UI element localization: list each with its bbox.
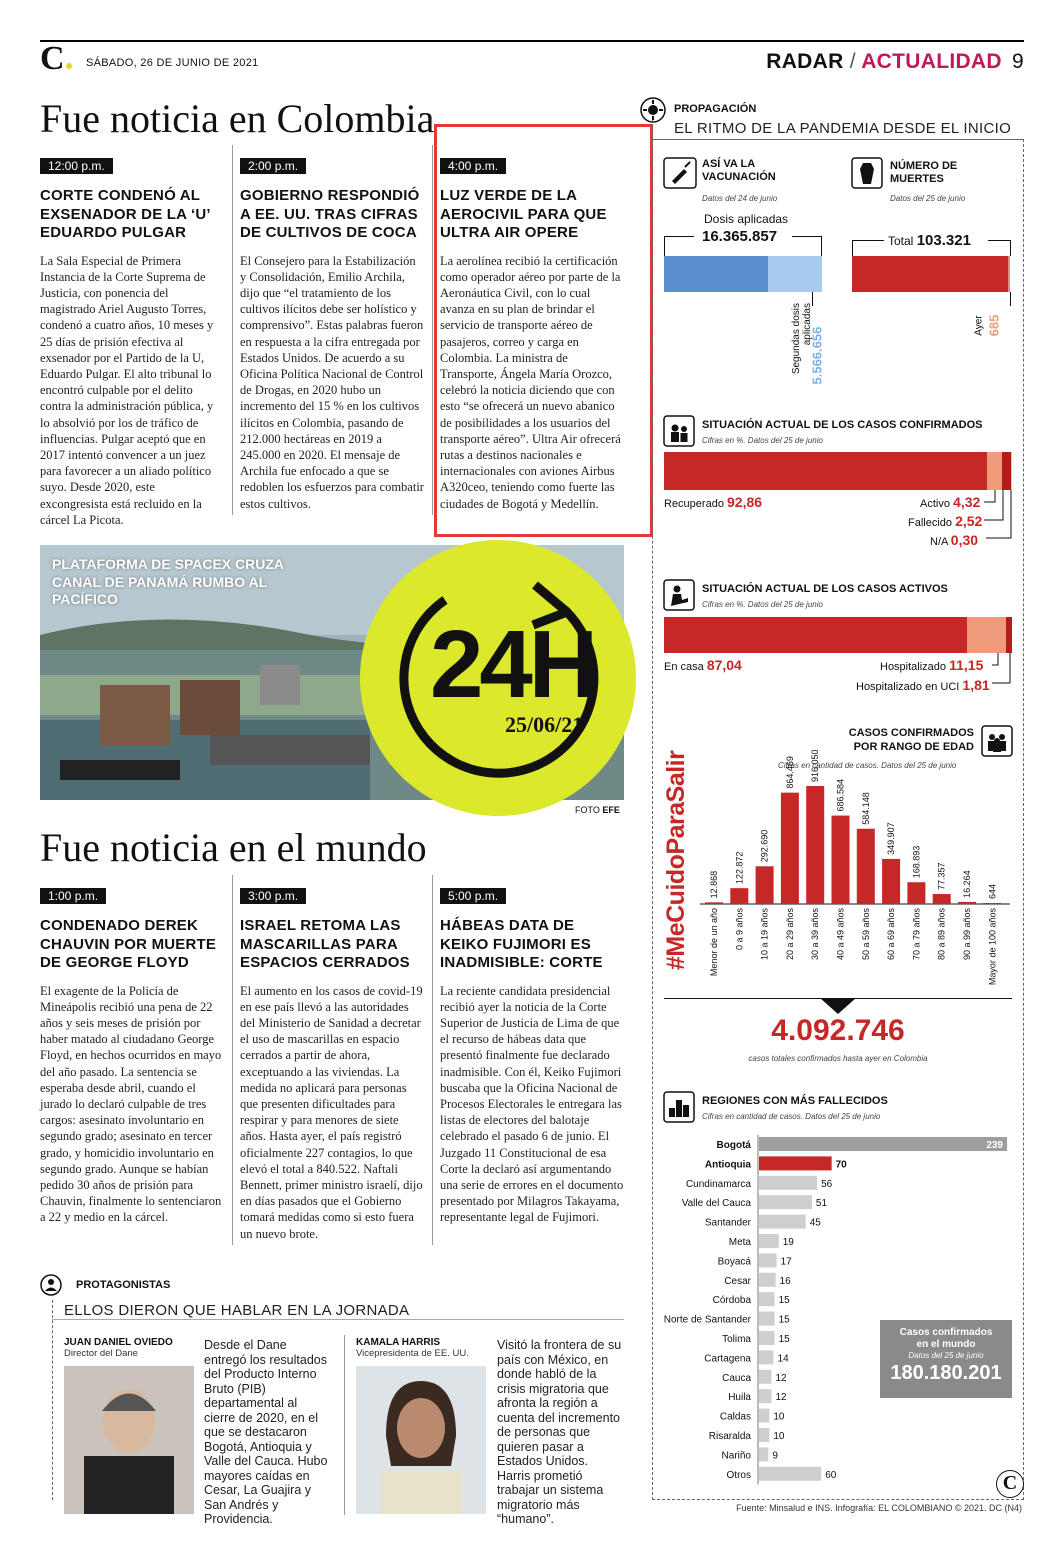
highlight-box [434,124,653,537]
age-category-label: 10 a 19 años [759,908,770,961]
time-label: 12:00 p.m. [40,158,113,174]
time-label: 3:00 p.m. [240,888,306,904]
age-category-label: 30 a 39 años [810,908,821,961]
regions-note: Cifras en cantidad de casos. Datos del 25 de junio [702,1112,881,1121]
region-value: 19 [782,1237,794,1248]
portrait-oviedo [64,1366,194,1514]
age-category-label: 40 a 49 años [835,908,846,961]
active-segment-2 [967,617,1006,653]
region-bar [759,1292,775,1306]
age-chart-note: Cifras en cantidad de casos. Datos del 25 de junio [778,761,957,770]
world-cases-value: 180.180.201 [890,1362,1002,1384]
region-value: 239 [986,1140,1003,1151]
region-value: 9 [772,1450,778,1462]
24h-label: 24H [430,611,595,718]
person-harris [356,1337,496,1359]
region-value: 17 [780,1256,792,1268]
active-label: Activo 4,32 [920,494,981,510]
total-cases-note: casos totales confirmados hasta ayer en Colombia [748,1054,928,1063]
infographic-kicker: PROPAGACIÓN [674,103,757,115]
news-item-colombia-2 [240,157,424,512]
age-bar [983,903,1001,904]
group-icon [982,726,1012,756]
leader-lines [980,488,1016,544]
24h-date: 25/06/21 [505,712,584,737]
leader-line [1010,292,1011,306]
region-label: Cesar [724,1275,751,1287]
column-divider [432,875,433,1245]
region-value: 15 [778,1314,790,1326]
region-bar [759,1350,774,1364]
deceased-label: Fallecido 2,52 [908,513,983,529]
second-doses-label-group [779,303,829,385]
column-divider [432,145,433,515]
deaths-title: NÚMERO DE MUERTES [890,160,958,185]
region-bar [759,1234,779,1248]
region-bar [759,1467,821,1481]
recovered-label: Recuperado 92,86 [664,494,763,510]
region-label: Córdoba [712,1295,751,1307]
podium-icon [664,1092,694,1122]
region-label: Otros [726,1469,751,1481]
age-bar [705,902,723,904]
confirmed-note: Cifras en %. Datos del 25 de junio [702,436,823,445]
age-bar [756,866,774,904]
age-bar [882,859,900,904]
region-label: Santander [704,1217,751,1229]
second-doses-bar [768,256,822,292]
region-bar [759,1331,775,1345]
person-name: JUAN DANIEL OVIEDO [64,1337,173,1348]
regions-bar-chart [660,1135,1016,1485]
active-cases-note: Cifras en %. Datos del 25 de junio [702,600,823,609]
syringe-icon [664,158,696,188]
active-stacked-bar [664,617,1012,653]
region-value: 14 [777,1353,789,1365]
region-bar [759,1389,771,1403]
vaccination-bar [664,256,822,292]
protagonists-subtitle: ELLOS DIERON QUE HABLAR EN LA JORNADA [64,1302,410,1319]
region-label: Cauca [722,1372,751,1384]
age-bar [806,786,824,904]
region-bar [759,1137,1007,1151]
deaths-yesterday-label: Ayer [973,315,985,336]
region-value: 60 [825,1469,837,1481]
hashtag: #MeCuidoParaSalir [662,750,690,970]
age-value-label: 12.868 [709,870,719,899]
region-bar [759,1253,777,1267]
rule [52,1319,624,1320]
age-bar [857,829,875,904]
region-bar [759,1273,776,1287]
infographic-title: EL RITMO DE LA PANDEMIA DESDE EL INICIO [674,120,1012,137]
age-bar [907,882,925,904]
confirmed-segment-1 [664,452,987,490]
photo-credit: FOTO EFE [575,805,620,815]
region-value: 15 [778,1295,790,1307]
leader-lines [990,653,1020,687]
protagonists-title: PROTAGONISTAS [76,1279,171,1291]
people-icon [664,416,694,446]
confirmed-segment-4 [1011,452,1012,490]
second-doses-value: 5.566.656 [809,326,825,385]
region-label: Caldas [719,1411,751,1423]
age-bar [958,902,976,904]
deaths-bar [852,256,1010,292]
headline: CONDENADO DEREK CHAUVIN POR MUERTE DE GEORGE FLOYD [40,917,217,971]
dashed-rule [652,1499,1024,1500]
vaccination-note: Datos del 24 de junio [702,194,778,203]
person-text: Desde el Dane entregó los resultados del Producto Interno Bruto (PIB) departamental al cierre de 2020, en el que se destacaron Bogotá, Antioquia y Valle del Cauca. Hubo mayores caídas en Cesar, La Guajira y San Andrés y Providencia. [204,1338,328,1526]
bracket-line [792,236,822,237]
home-label: En casa 87,04 [664,657,742,673]
age-chart-title: CASOS CONFIRMADOS POR RANGO DE EDAD [848,727,974,753]
person-oviedo [64,1337,204,1359]
region-bar [759,1409,769,1423]
total-cases: 4.092.746 [771,1014,905,1047]
world-cases-note: Datos del 25 de junio [908,1351,984,1360]
colombia-title: Fue noticia en Colombia [40,96,435,141]
icu-label: Hospitalizado en UCI 1,81 [856,677,990,693]
region-label: Risaralda [708,1431,751,1442]
bracket-line [821,236,822,256]
headline: GOBIERNO RESPONDIÓ A EE. UU. TRAS CIFRAS DE CULTIVOS DE COCA [240,187,420,241]
hospitalized-label: Hospitalizado 11,15 [880,657,984,673]
deaths-note: Datos del 25 de junio [890,194,966,203]
region-bar [759,1370,771,1384]
logo-dot-icon [66,63,72,69]
age-category-label: 60 a 69 años [886,908,897,961]
age-value-label: 644 [987,883,998,899]
age-category-label: 90 a 99 años [962,908,972,961]
region-bar [759,1447,768,1461]
age-category-label: Mayor de 100 años [987,908,998,986]
newspaper-logo: C [40,44,72,74]
region-label: Nariño [721,1450,751,1462]
age-bar [832,816,850,904]
section-separator: / [849,50,856,73]
regions-title: REGIONES CON MÁS FALLECIDOS [702,1095,888,1107]
deaths-yesterday-group [975,306,1025,346]
headline: CORTE CONDENÓ AL EXSENADOR DE LA ‘U’ EDUARDO PULGAR [40,187,210,241]
region-label: Huila [728,1392,751,1404]
age-value-label: 292.690 [759,829,770,863]
region-value: 12 [775,1392,787,1404]
region-bar [759,1176,817,1190]
portrait-illustration [64,1366,194,1514]
region-label: Cartagena [704,1353,751,1365]
region-value: 56 [821,1178,833,1190]
logo-seal: C [996,1470,1024,1498]
article-body: La reciente candidata presidencial recibió ayer la noticia de la Corte Superior de Justicia de Lima de que el recurso de hábeas data que presentó finalmente fue declarado inadmisible. Con él, Keiko Fujimori buscaba que la Oficina Nacional de Procesos Electorales le entregara las listas de electores del balotaje celebrado el pasado 6 de junio. El Juzgado 11 Constitucional de esa Corte la declaró así argumentando una serie de errores en el documento presentado por Milagros Takayama, representante legal de Fujimori. [440,983,624,1225]
deaths-total-group: Total 103.321 [888,232,971,249]
article-body: El aumento en los casos de covid-19 en ese país llevó a las autoridades del Ministerio de Sanidad a decretar el uso de mascarillas en espacio cerrados a partir de ahora, exceptuando a las viviendas. La medida no aplicará para personas que presenten dificultades para respirar y para menores de siete años. Hasta ayer, el país registró oficialmente 227 contagios, lo que elevó el total a 840.522. Naftali Bennett, primer ministro israelí, dijo en días pasados que el Gobierno tomará medidas como si esto fuera un nuevo brote. [240,983,423,1241]
headline: ISRAEL RETOMA LAS MASCARILLAS PARA ESPACIOS CERRADOS [240,917,410,971]
age-bar [730,888,748,904]
rule [652,139,1024,140]
age-value-label: 349.907 [886,822,897,855]
age-value-label: 864.469 [784,756,795,789]
region-bar [759,1156,832,1170]
active-segment-3 [1006,617,1012,653]
region-value: 51 [815,1198,828,1210]
region-bar [759,1215,806,1229]
deaths-yesterday-bar [1008,256,1010,292]
time-label: 4:00 p.m. [440,158,506,174]
confirmed-title: SITUACIÓN ACTUAL DE LOS CASOS CONFIRMADOS [702,419,983,431]
region-value: 10 [773,1431,785,1442]
news-item-world-1 [40,887,224,1226]
portrait-illustration [356,1366,486,1514]
top-rule [40,40,1024,42]
bracket-line [988,240,1010,241]
section-name: RADAR [766,50,844,73]
edition-date: SÁBADO, 26 DE JUNIO DE 2021 [86,57,259,69]
confirmed-segment-2 [987,452,1002,490]
world-cases-box [880,1320,1012,1398]
confirmed-segment-3 [1002,452,1011,490]
headline: LUZ VERDE DE LA AEROCIVIL PARA QUE ULTRA AIR OPERE [440,187,607,241]
region-bar [759,1312,775,1326]
article-body: El Consejero para la Estabilización y Consolidación, Emilio Archila, dijo que “el tratamiento de los cultivos ilícitos debe ser holístico y comprensivo”. Estas palabras fueron en respuesta a la cifra entregada por Estados Unidos. De acuerdo a su Oficina Política Nacional de Control de Drogas, en 2020 hubo un incremento del 15 % en los cultivos ilícitos en Colombia, pasando de 212.000 hectáreas en 2019 a 245.000 en 2020. El mensaje de Archila fue enfocado a que se redoblen los esfuerzos para combatir estos cultivos. [240,253,424,511]
deaths-yesterday-value: 685 [986,314,1002,337]
region-value: 45 [809,1217,821,1229]
virus-icon [640,97,666,123]
person-icon [40,1274,62,1296]
na-label: N/A 0,30 [930,532,979,548]
person-text: Visitó la frontera de su país con México, en donde habló de la crisis migratoria que afronta la región a cuenta del incremento de personas que quieren pasar a Estados Unidos. Harris prometió trabajar un sistema migratorio más “humano”. [497,1338,622,1526]
world-cases-label: Casos confirmados [899,1327,993,1338]
bracket-line [852,240,853,256]
subsection-name: ACTUALIDAD [861,50,1002,73]
dashed-rule [52,1300,53,1500]
age-category-label: 80 a 89 años [936,908,947,961]
time-label: 5:00 p.m. [440,888,506,904]
bracket-line [852,240,884,241]
age-value-label: 168.893 [911,845,922,879]
column-divider [344,1335,345,1515]
article-body: El exagente de la Policía de Mineápolis recibió una pena de 22 años y seis meses de prisión por haber matado al ciudadano George Floyd, en hechos ocurridos en mayo del año pasado. La sentencia se esperaba desde abril, cuando el jurado lo declaró culpable de tres cargos: asesinato involuntario en segundo grado; asesinato en tercer grado, y homicidio involuntario en segundo grado. Aunque se habían pedido 30 años de prisión para Chauvin, finalmente lo sentenciaron a 22 y medio en la cárcel. [40,983,222,1225]
coffin-icon [852,158,882,188]
age-value-label: 122.872 [734,851,745,885]
region-value: 12 [775,1372,787,1384]
region-label: Meta [728,1237,751,1248]
region-label: Norte de Santander [663,1314,751,1326]
region-bar [759,1428,769,1442]
portrait-harris [356,1366,486,1514]
region-value: 16 [779,1275,791,1287]
page-number: 9 [1012,50,1024,73]
time-label: 2:00 p.m. [240,158,306,174]
world-cases-label: en el mundo [916,1339,976,1350]
age-bar [781,793,799,904]
article-body: La aerolínea recibió la certificación como operador aéreo por parte de la Aeronáutica Civil, con lo cual avanza en su plan de brindar el servicio de transporte aéreo de pasajeros, correo y carga en Colombia. La ministra de Transporte, Ángela María Orozco, celebró la noticia diciendo que con esto “se ofrecerá un nuevo abanico de posibilidades a los usuarios del transporte aéreo”. Ultra Air ofrecerá rutas a destinos nacionales e internacionales con aviones Airbus A320ceo, teniendo como fuerte las ciudades de Bogotá y Medellín. [440,253,621,511]
person-role: Vicepresidenta de EE. UU. [356,1348,469,1359]
age-category-label: 20 a 29 años [784,908,795,961]
bracket-line [664,236,665,256]
source-credit: Fuente: Minsalud e INS. Infografía: EL COLOMBIANO © 2021. DC (N4) [736,1503,1022,1513]
age-category-label: 70 a 79 años [911,908,922,961]
column-divider [232,145,233,515]
region-value: 15 [778,1334,790,1345]
dashed-rule [652,120,653,1500]
region-label: Valle del Cauca [681,1198,751,1210]
age-category-label: 0 a 9 años [734,908,745,951]
region-label: Boyacá [717,1256,751,1268]
region-label: Cundinamarca [685,1178,751,1190]
active-segment-1 [664,617,967,653]
person-desk-icon [664,580,694,610]
age-bar [933,894,951,904]
second-doses-label: Segundas dosis aplicadas [791,303,813,375]
confirmed-stacked-bar [664,452,1012,490]
age-category-label: 50 a 59 años [860,908,871,961]
region-label: Tolima [722,1334,751,1345]
news-item-colombia-1 [40,157,224,528]
time-label: 1:00 p.m. [40,888,106,904]
doses-label: Dosis aplicadas [704,212,789,226]
active-cases-title: SITUACIÓN ACTUAL DE LOS CASOS ACTIVOS [702,583,948,595]
region-label: Antioquia [704,1159,751,1171]
bracket-line [1010,240,1011,256]
person-role: Director del Dane [64,1348,138,1359]
person-name: KAMALA HARRIS [356,1337,441,1348]
age-value-label: 584.148 [860,792,871,825]
age-value-label: 77.357 [936,862,947,891]
region-value: 10 [773,1411,785,1423]
region-bar [759,1195,812,1209]
age-category-label: Menor de un año [709,908,719,977]
doses-value: 16.365.857 [702,228,778,245]
world-title: Fue noticia en el mundo [40,825,427,870]
headline: HÁBEAS DATA DE KEIKO FUJIMORI ES INADMISIBLE: CORTE [440,917,603,971]
vaccination-title: ASÍ VA LA VACUNACIÓN [702,158,776,183]
news-item-world-3 [440,887,624,1226]
news-item-world-2 [240,887,424,1242]
article-body: La Sala Especial de Primera Instancia de la Corte Suprema de Justicia, con ponencia del magistrado Ariel Augusto Torres, condenó a cuatro años, 10 meses y 25 días de prisión efectiva al exsenador por el Partido de la U, Eduardo Pulgar. El alto tribunal lo encontró culpable por el delito contra la administración pública, y lo absolvió por los de tráfico de influencias. Pulgar aceptó que en 2017 intentó convencer a un juez para favorecer a un aliado político suyo. Desde 2020, este excongresista está recluido en la cárcel La Picota. [40,253,214,527]
age-value-label: 686.584 [835,779,846,812]
column-divider [232,875,233,1245]
bracket-line [664,236,694,237]
region-label: Bogotá [716,1140,751,1151]
region-value: 70 [835,1159,847,1171]
section-header [766,50,1024,74]
age-value-label: 916.050 [810,749,821,782]
photo-caption: PLATAFORMA DE SPACEX CRUZA CANAL DE PANAMÁ RUMBO AL PACÍFICO [52,556,284,607]
age-value-label: 16.264 [962,870,972,898]
